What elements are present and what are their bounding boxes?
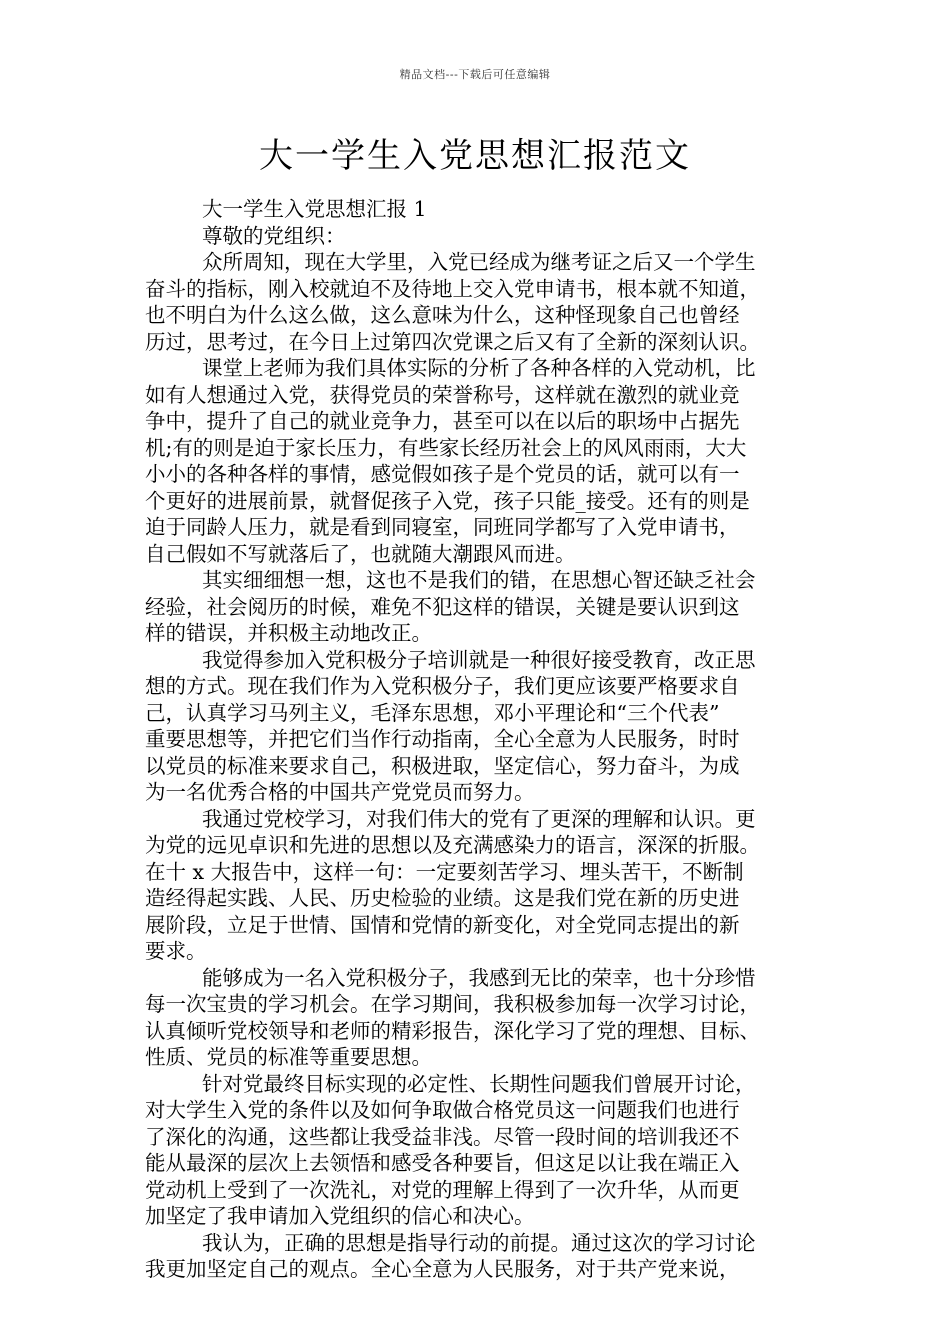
body-line: 其实细细想一想，这也不是我们的错，在思想心智还缺乏社会 [202, 568, 756, 592]
body-line: 党动机上受到了一次洗礼，对党的理解上得到了一次升华，从而更 [145, 1177, 740, 1202]
body-line: 加坚定了我申请加入党组织的信心和决心。 [145, 1204, 535, 1228]
body-line: 尊敬的党组织： [202, 223, 346, 248]
body-line: 造经得起实践、人民、历史检验的业绩。这是我们党在新的历史进 [145, 886, 740, 910]
body-line: 我认为，正确的思想是指导行动的前提。通过这次的学习讨论 [202, 1230, 756, 1255]
body-line: 为党的远见卓识和先进的思想以及充满感染力的语言，深深的折服。 [145, 833, 760, 857]
body-line: 每一次宝贵的学习机会。在学习期间，我积极参加每一次学习讨论， [145, 992, 760, 1016]
body-line: 大一学生入党思想汇报 1 [202, 197, 427, 221]
document-title: 大一学生入党思想汇报范文 [259, 136, 691, 176]
body-line: 能够成为一名入党积极分子，我感到无比的荣幸，也十分珍惜 [202, 965, 756, 990]
body-line: 众所周知，现在大学里，入党已经成为继考证之后又一个学生 [202, 250, 756, 274]
body-line: 性质、党员的标准等重要思想。 [145, 1045, 432, 1069]
body-line: 机;有的则是迫于家长压力，有些家长经历社会上的风风雨雨，大大 [145, 435, 747, 460]
body-line: 想的方式。现在我们作为入党积极分子，我们更应该要严格要求自 [145, 674, 740, 698]
body-line: 对大学生入党的条件以及如何争取做合格党员这一问题我们也进行 [145, 1098, 740, 1122]
body-line: 经验，社会阅历的时候，难免不犯这样的错误，关键是要认识到这 [145, 594, 740, 619]
body-line: 我通过党校学习，对我们伟大的党有了更深的理解和认识。更 [202, 806, 756, 831]
body-line: 也不明白为什么这么做，这么意味为什么，这种怪现象自己也曾经 [145, 303, 740, 327]
header-note: 精品文档---下载后可任意编辑 [399, 68, 551, 81]
body-line: 以党员的标准来要求自己，积极进取，坚定信心，努力奋斗，为成 [145, 753, 740, 778]
body-line: 自己假如不写就落后了，也就随大潮跟风而进。 [145, 541, 576, 566]
body-line: 针对党最终目标实现的必定性、长期性问题我们曾展开讨论， [202, 1071, 756, 1096]
body-line: 如有人想通过入党，获得党员的荣誉称号，这样就在激烈的就业竞 [145, 382, 740, 407]
body-line: 能从最深的层次上去领悟和感受各种要旨，但这足以让我在端正入 [145, 1151, 740, 1175]
body-line: 迫于同龄人压力，就是看到同寝室，同班同学都写了入党申请书， [145, 515, 740, 539]
body-line: 争中，提升了自己的就业竞争力，甚至可以在以后的职场中占据先 [145, 409, 740, 433]
body-line: 我觉得参加入党积极分子培训就是一种很好接受教育，改正思 [202, 647, 756, 672]
body-line: 认真倾听党校领导和老师的精彩报告，深化学习了党的理想、目标、 [145, 1018, 760, 1043]
body-line: 样的错误，并积极主动地改正。 [145, 621, 432, 645]
body-line: 己，认真学习马列主义，毛泽东思想，邓小平理论和“三个代表” [145, 700, 720, 725]
body-line: 个更好的进展前景，就督促孩子入党，孩子只能_接受。还有的则是 [145, 488, 750, 513]
body-line: 要求。 [145, 939, 207, 963]
document-body [145, 196, 810, 1283]
body-line: 为一名优秀合格的中国共产党党员而努力。 [145, 780, 535, 804]
body-line: 我更加坚定自己的观点。全心全意为人民服务，对于共产党来说， [145, 1257, 740, 1281]
body-line: 课堂上老师为我们具体实际的分析了各种各样的入党动机，比 [202, 356, 756, 380]
body-line: 在十 x 大报告中，这样一句：一定要刻苦学习、埋头苦干，不断制 [145, 859, 744, 884]
body-line: 重要思想等，并把它们当作行动指南，全心全意为人民服务，时时 [145, 727, 740, 751]
body-line: 了深化的沟通，这些都让我受益非浅。尽管一段时间的培训我还不 [145, 1124, 740, 1149]
body-line: 展阶段，立足于世情、国情和党情的新变化，对全党同志提出的新 [145, 912, 740, 937]
body-line: 小小的各种各样的事情，感觉假如孩子是个党员的话，就可以有一 [145, 462, 740, 486]
body-line: 历过，思考过，在今日上过第四次党课之后又有了全新的深刻认识。 [145, 329, 760, 354]
body-line: 奋斗的指标，刚入校就迫不及待地上交入党申请书，根本就不知道， [145, 276, 760, 301]
